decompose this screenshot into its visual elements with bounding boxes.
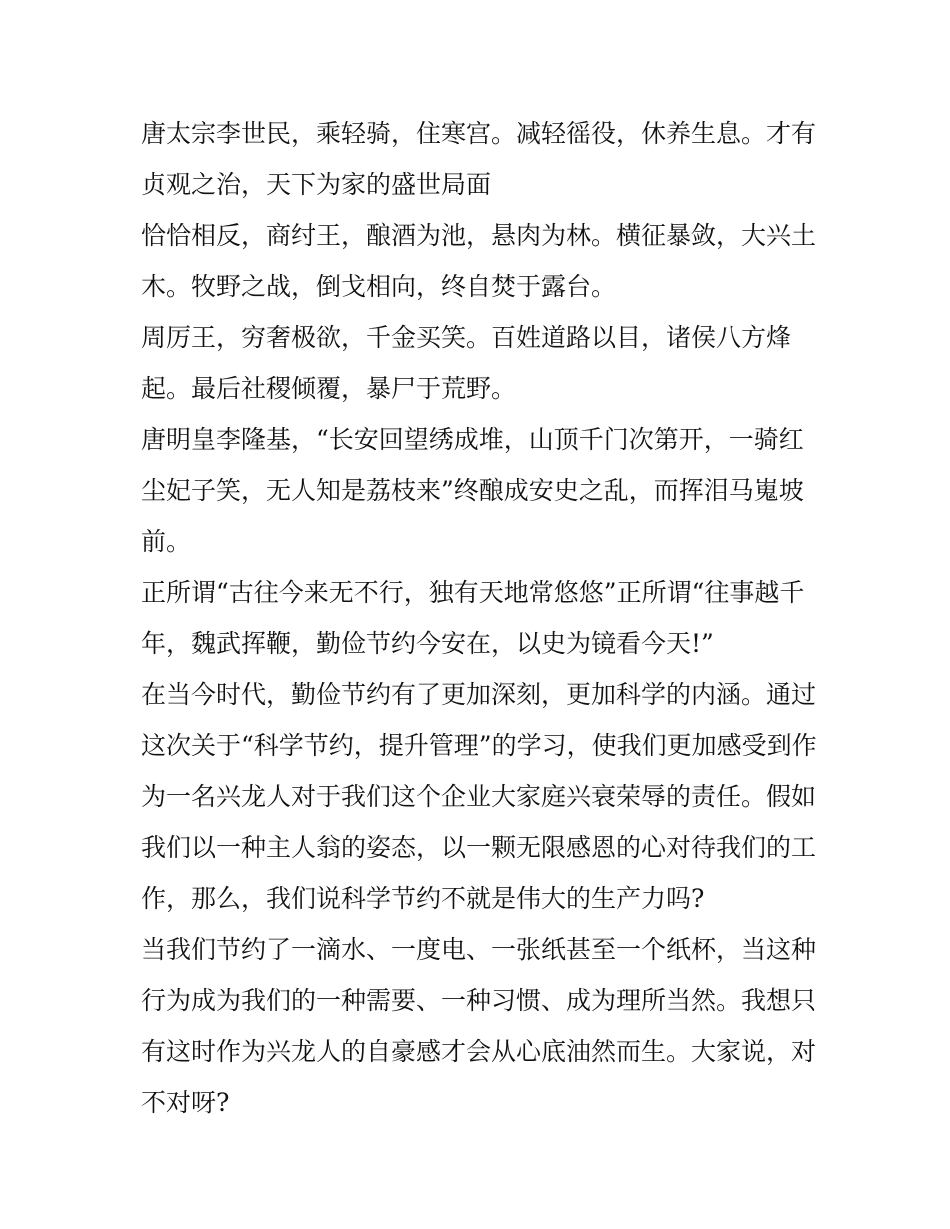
paragraph-king-li: 周厉王，穷奢极欲，千金买笑。百姓道路以目，诸侯八方烽起。最后社稷倾覆，暴尸于荒野。	[141, 323, 792, 403]
paragraph-history-mirror: 正所谓“古往今来无不行，独有天地常悠悠”正所谓“往事越千年，魏武挥鞭，勤俭节约今安在，以史为镜看今天!”	[141, 578, 805, 658]
paragraph-zhou-king: 恰恰相反，商纣王，酿酒为池，悬肉为林。横征暴敛，大兴土木。牧野之战，倒戈相向，终自焚于露台。	[141, 221, 817, 301]
paragraph-xuanzong: 唐明皇李隆基，“长安回望绣成堆，山顶千门次第开，一骑红尘妃子笑，无人知是荔枝来”终酿成安史之乱，而挥泪马嵬坡前。	[141, 425, 804, 556]
paragraph-taizong: 唐太宗李世民，乘轻骑，住寒宫。减轻徭役，休养生息。才有贞观之治，天下为家的盛世局面	[141, 119, 817, 199]
paragraph-closing: 当我们节约了一滴水、一度电、一张纸甚至一个纸杯，当这种行为成为我们的一种需要、一种习惯、成为理所当然。我想只有这时作为兴龙人的自豪感才会从心底油然而生。大家说，对不对呀?	[141, 935, 817, 1117]
paragraph-modern-thrift: 在当今时代，勤俭节约有了更加深刻，更加科学的内涵。通过这次关于“科学节约，提升管理”的学习，使我们更加感受到作为一名兴龙人对于我们这个企业大家庭兴衰荣辱的责任。假如我们以一种主人翁的姿态，以一颗无限感恩的心对待我们的工作，那么，我们说科学节约不就是伟大的生产力吗?	[141, 680, 817, 913]
document-body	[141, 108, 821, 1128]
